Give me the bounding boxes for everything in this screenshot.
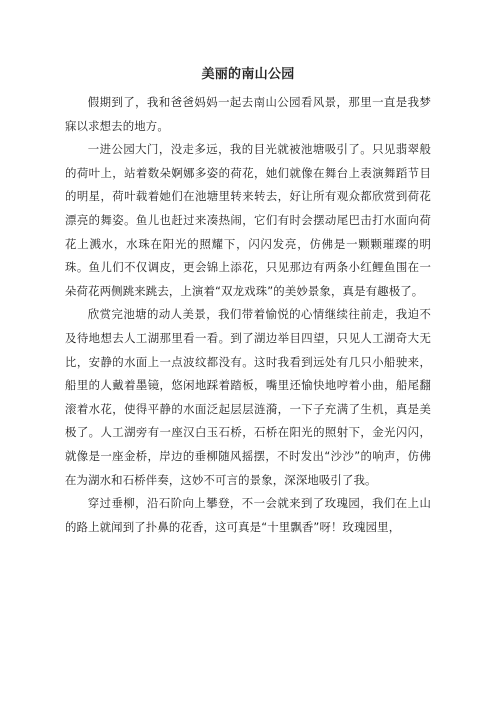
paragraph-1: 假期到了，我和爸爸妈妈一起去南山公园看风景，那里一直是我梦寐以求想去的地方。: [65, 95, 431, 133]
paragraph-4: 穿过垂柳，沿石阶向上攀登，不一会就来到了玫瑰园，我们在上山的路上就闻到了扑鼻的花香，这可真是“十里飘香”呀！玫瑰园里，: [65, 496, 431, 534]
paragraph-2: 一进公园大门，没走多远，我的目光就被池塘吸引了。只见翡翠般的荷叶上，站着数朵婀娜多姿的荷花，她们就像在舞台上表演舞蹈节目的明星，荷叶载着她们在池塘里转来转去，好让所有观众都欣赏到荷花漂亮的舞姿。鱼儿也赶过来凑热闹，它们有时会摆动尾巴击打水面向荷花上溅水，水珠在阳光的照耀下，闪闪发亮，仿佛是一颗颗璀璨的明珠。鱼儿们不仅调皮，更会锦上添花，只见那边有两条小红鲤鱼围在一朵荷花两侧跳来跳去，上演着“双龙戏珠”的美妙景象，真是有趣极了。: [65, 142, 431, 298]
document-page: [65, 66, 431, 539]
paragraph-3: 欣赏完池塘的动人美景，我们带着愉悦的心情继续往前走，我迫不及待地想去人工湖那里看一看。到了湖边举目四望，只见人工湖奇大无比，安静的水面上一点波纹都没有。这时我看到远处有几只小船驶来，船里的人戴着墨镜，悠闲地踩着踏板，嘴里还愉快地哼着小曲，船尾翻滚着水花，使得平静的水面泛起层层涟漪，一下子充满了生机，真是美极了。人工湖旁有一座汉白玉石桥，石桥在阳光的照射下，金光闪闪，就像是一座金桥，岸边的垂柳随风摇摆，不时发出“沙沙”的响声，仿佛在为湖水和石桥伴奏，这妙不可言的景象，深深地吸引了我。: [65, 307, 431, 487]
document-title: 美丽的南山公园: [201, 67, 295, 82]
